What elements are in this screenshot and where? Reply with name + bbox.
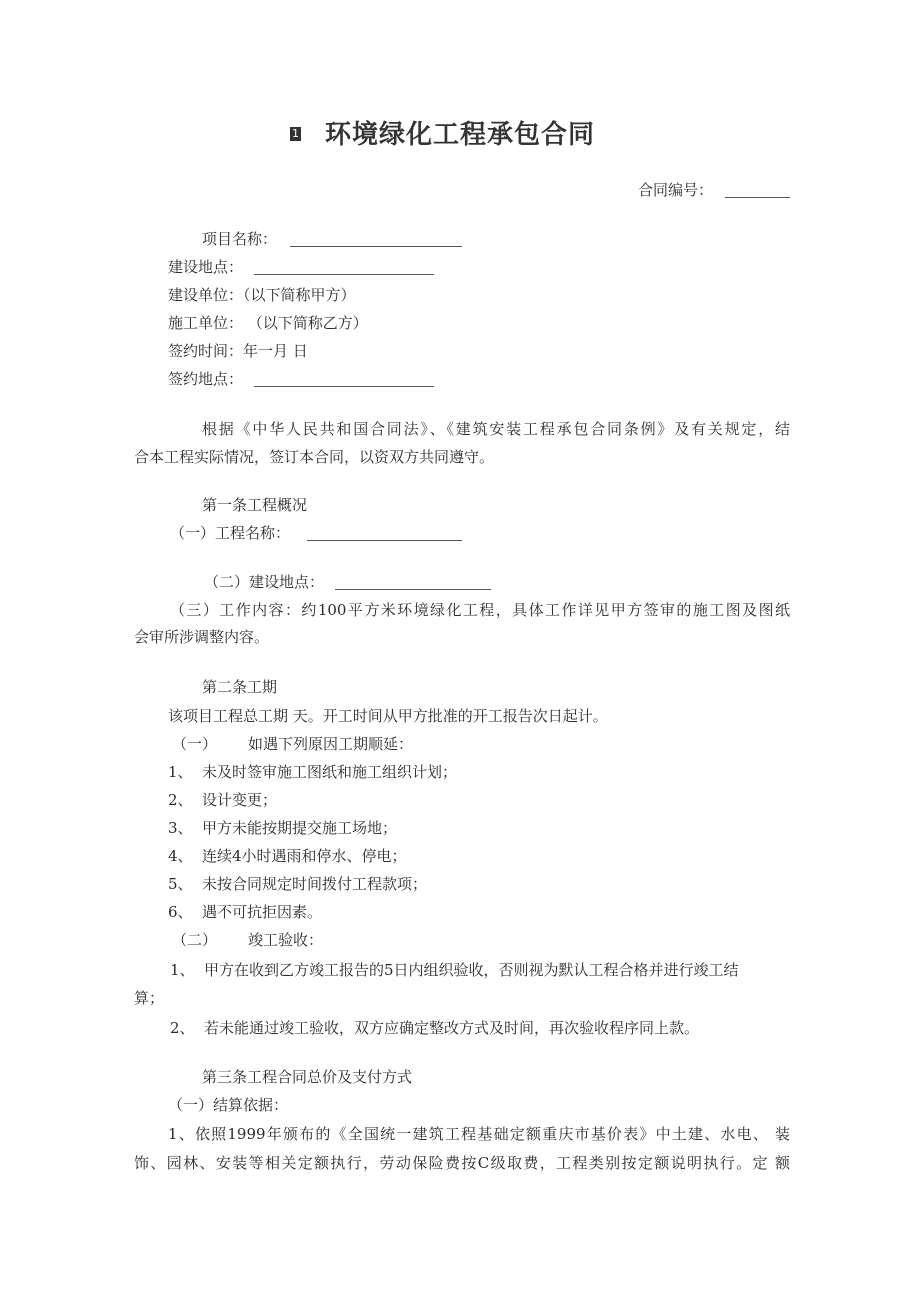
contract-number-label: 合同编号：	[638, 181, 714, 199]
page-badge: 1	[292, 127, 299, 140]
delay-item	[168, 846, 407, 866]
sign-place-blank	[254, 386, 434, 387]
acceptance-item-2	[170, 1018, 699, 1038]
article1-item3-line1: （三）工作内容：约100平方米环境绿化工程，具体工作详见甲方签审的施工图及图纸	[170, 601, 790, 619]
delay-text: 遇不可抗拒因素。	[202, 903, 323, 921]
sub1-text: 如遇下列原因工期顺延：	[248, 735, 414, 753]
delay-text: 甲方未能按期提交施工场地；	[202, 819, 398, 837]
delay-num: 1、	[168, 763, 193, 781]
delay-num: 3、	[168, 819, 193, 837]
delay-text: 未及时签审施工图纸和施工组织计划；	[202, 763, 458, 781]
article3-sub1: （一）结算依据：	[168, 1096, 289, 1114]
project-name-blank	[290, 246, 462, 247]
delay-text: 未按合同规定时间拨付工程款项；	[202, 875, 428, 893]
preamble-line-1: 根据《中华人民共和国合同法》、《建筑安装工程承包合同条例》及有关规定，结	[202, 420, 790, 438]
delay-item	[168, 790, 277, 810]
article3-basis-line1: 1、依照1999年颁布的《全国统一建筑工程基础定额重庆市基价表》中土建、水电、 装	[168, 1125, 790, 1143]
field-sign-date: 签约时间：年一月 日	[168, 342, 308, 360]
acc2-text: 若未能通过竣工验收，双方应确定整改方式及时间，再次验收程序同上款。	[204, 1019, 700, 1037]
acc1-num: 1、	[170, 961, 195, 979]
sub2-label: （二）	[172, 931, 218, 949]
acceptance-item-1	[170, 960, 739, 980]
delay-num: 2、	[168, 791, 193, 809]
title-text: 环境绿化工程承包合同	[324, 120, 595, 150]
field-owner: 建设单位：（以下简称甲方）	[168, 286, 356, 304]
acc2-num: 2、	[170, 1019, 195, 1037]
article2-sub2	[172, 930, 323, 950]
field-site: 建设地点：	[168, 258, 244, 276]
delay-num: 6、	[168, 903, 193, 921]
delay-item	[168, 874, 427, 894]
acceptance-item-1-cont: 算；	[134, 989, 165, 1007]
article3-heading: 第三条工程合同总价及支付方式	[202, 1068, 413, 1086]
delay-text: 设计变更；	[202, 791, 278, 809]
article2-intro: 该项目工程总工期 天。开工时间从甲方批准的开工报告次日起计。	[168, 707, 608, 725]
article2-heading: 第二条工期	[202, 678, 278, 696]
document-title	[0, 118, 920, 152]
article1-item3-line2: 会审所涉调整内容。	[134, 628, 270, 646]
preamble-line-2: 合本工程实际情况，签订本合同，以资双方共同遵守。	[134, 448, 495, 466]
field-sign-place: 签约地点：	[168, 370, 244, 388]
site-blank-2	[335, 589, 491, 590]
acc1-text: 甲方在收到乙方竣工报告的5日内组织验收，否则视为默认工程合格并进行竣工结	[204, 961, 739, 979]
delay-text: 连续4小时遇雨和停水、停电；	[202, 847, 407, 865]
delay-num: 5、	[168, 875, 193, 893]
contract-number-blank	[725, 197, 790, 198]
article1-item1: （一）工程名称：	[170, 524, 291, 542]
sub1-label: （一）	[172, 735, 218, 753]
delay-item	[168, 902, 322, 922]
site-blank	[254, 274, 434, 275]
sub2-text: 竣工验收：	[248, 931, 324, 949]
field-contractor: 施工单位： （以下简称乙方）	[168, 314, 368, 332]
article1-item2: （二）建设地点：	[204, 573, 325, 591]
delay-item	[168, 762, 457, 782]
field-project-name: 项目名称：	[202, 230, 278, 248]
delay-item	[168, 818, 397, 838]
delay-num: 4、	[168, 847, 193, 865]
project-name-blank-2	[307, 540, 462, 541]
article3-basis-line2: 饰、园林、安装等相关定额执行，劳动保险费按C级取费，工程类别按定额说明执行。定 额	[134, 1154, 790, 1172]
article1-heading: 第一条工程概况	[202, 496, 308, 514]
article2-sub1	[172, 734, 413, 754]
